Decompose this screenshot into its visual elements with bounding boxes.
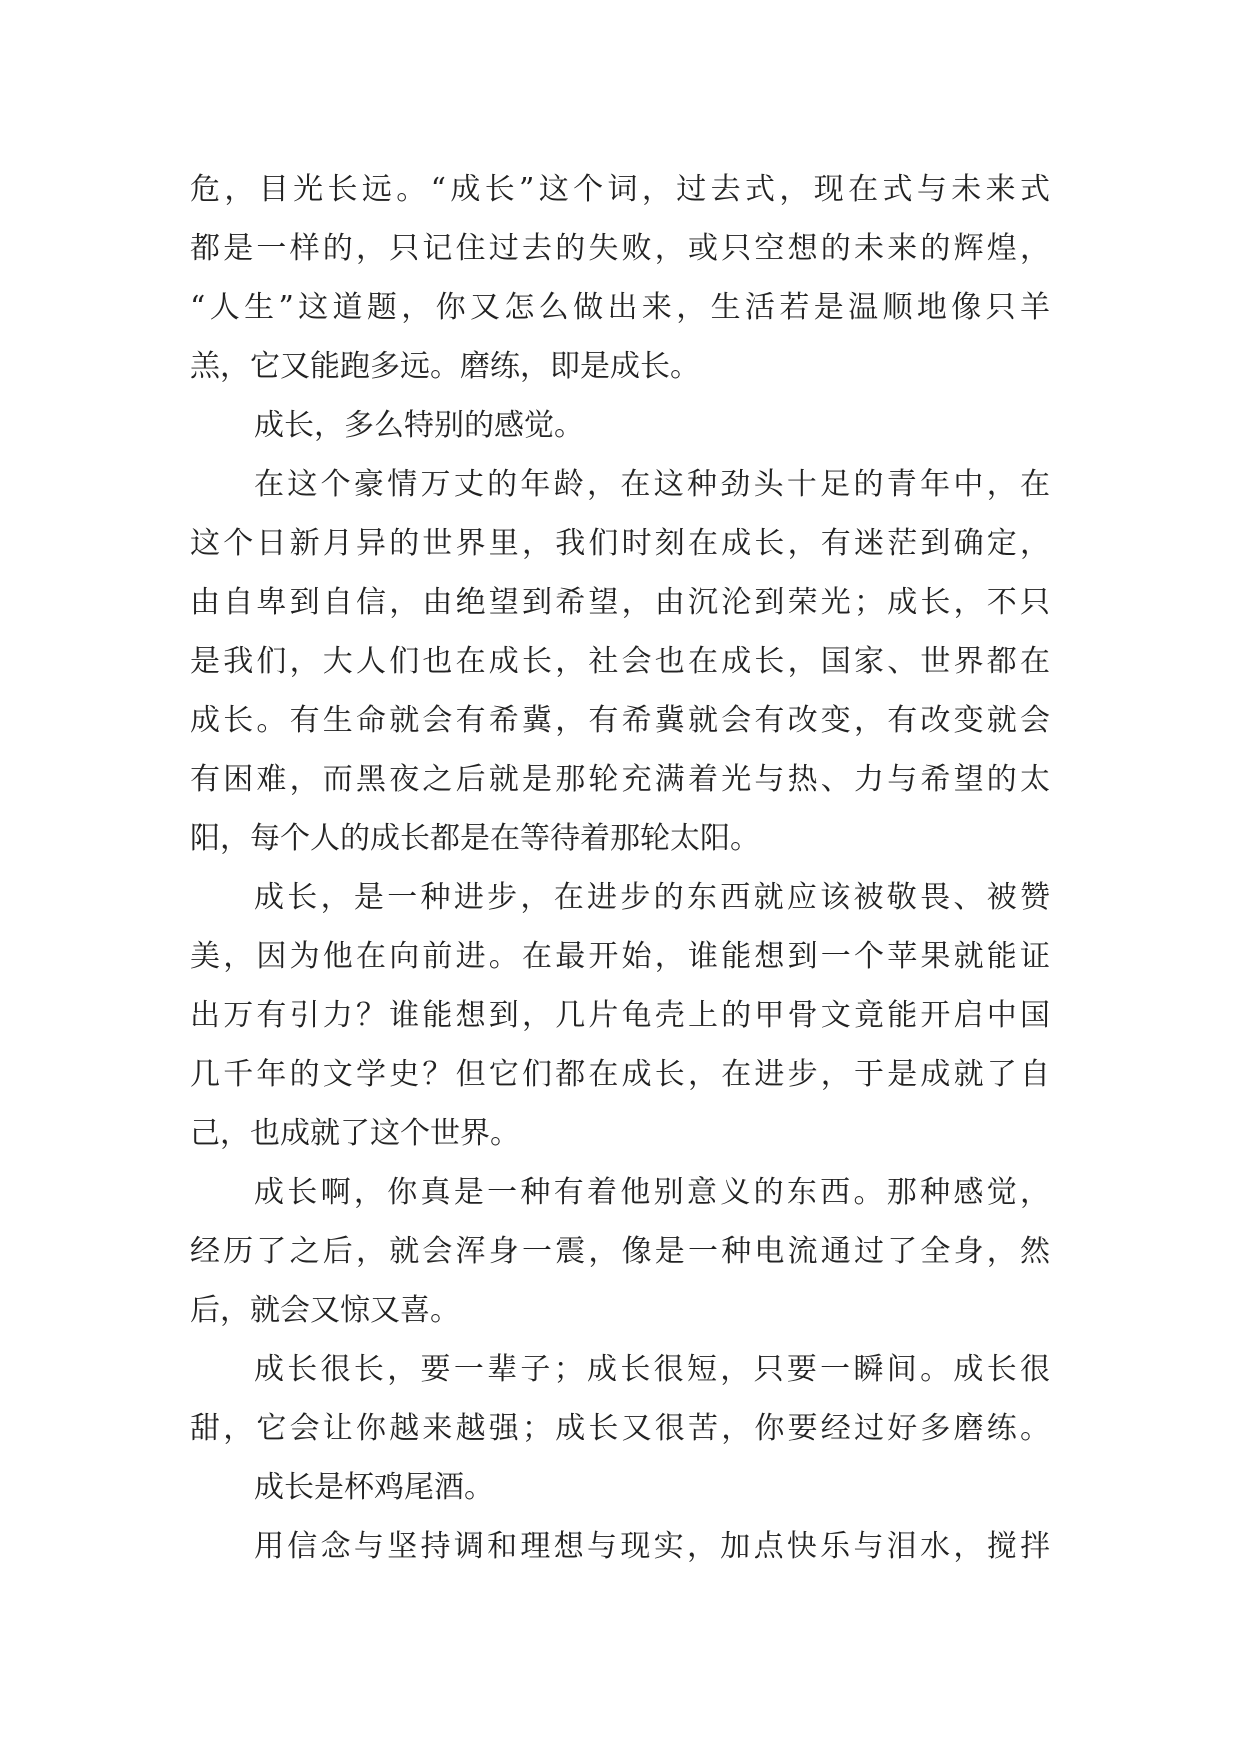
- text-line: 出万有引力？谁能想到，几片龟壳上的甲骨文竟能开启中国: [190, 998, 1050, 1033]
- text-line: 成长是杯鸡尾酒。: [254, 1470, 494, 1505]
- text-line: 后，就会又惊又喜。: [190, 1293, 460, 1328]
- text-line: 危，目光长远。“成长”这个词，过去式，现在式与未来式: [190, 172, 1050, 207]
- text-line: 成长，是一种进步，在进步的东西就应该被敬畏、被赞: [254, 880, 1050, 915]
- text-line: 阳，每个人的成长都是在等待着那轮太阳。: [190, 821, 760, 856]
- text-line: 美，因为他在向前进。在最开始，谁能想到一个苹果就能证: [190, 939, 1050, 974]
- text-line: “人生”这道题，你又怎么做出来，生活若是温顺地像只羊: [190, 290, 1050, 325]
- document-body-text: [190, 160, 1050, 1576]
- text-line: 在这个豪情万丈的年龄，在这种劲头十足的青年中，在: [254, 467, 1050, 502]
- text-line: 是我们，大人们也在成长，社会也在成长，国家、世界都在: [190, 644, 1050, 679]
- text-line: 成长，多么特别的感觉。: [254, 408, 584, 443]
- text-line: 这个日新月异的世界里，我们时刻在成长，有迷茫到确定，: [190, 526, 1050, 561]
- text-line: 成长。有生命就会有希冀，有希冀就会有改变，有改变就会: [190, 703, 1050, 738]
- text-line: 有困难，而黑夜之后就是那轮充满着光与热、力与希望的太: [190, 762, 1050, 797]
- text-line: 羔，它又能跑多远。磨练，即是成长。: [190, 349, 700, 384]
- text-line: 由自卑到自信，由绝望到希望，由沉沦到荣光；成长，不只: [190, 585, 1050, 620]
- text-line: 甜，它会让你越来越强；成长又很苦，你要经过好多磨练。: [190, 1411, 1050, 1446]
- text-line: 成长啊，你真是一种有着他别意义的东西。那种感觉，: [254, 1175, 1050, 1210]
- text-line: 几千年的文学史？但它们都在成长，在进步，于是成就了自: [190, 1057, 1050, 1092]
- text-line: 都是一样的，只记住过去的失败，或只空想的未来的辉煌，: [190, 231, 1050, 266]
- text-line: 己，也成就了这个世界。: [190, 1116, 520, 1151]
- text-line: 用信念与坚持调和理想与现实，加点快乐与泪水，搅拌: [254, 1529, 1050, 1564]
- text-line: 经历了之后，就会浑身一震，像是一种电流通过了全身，然: [190, 1234, 1050, 1269]
- text-line: 成长很长，要一辈子；成长很短，只要一瞬间。成长很: [254, 1352, 1050, 1387]
